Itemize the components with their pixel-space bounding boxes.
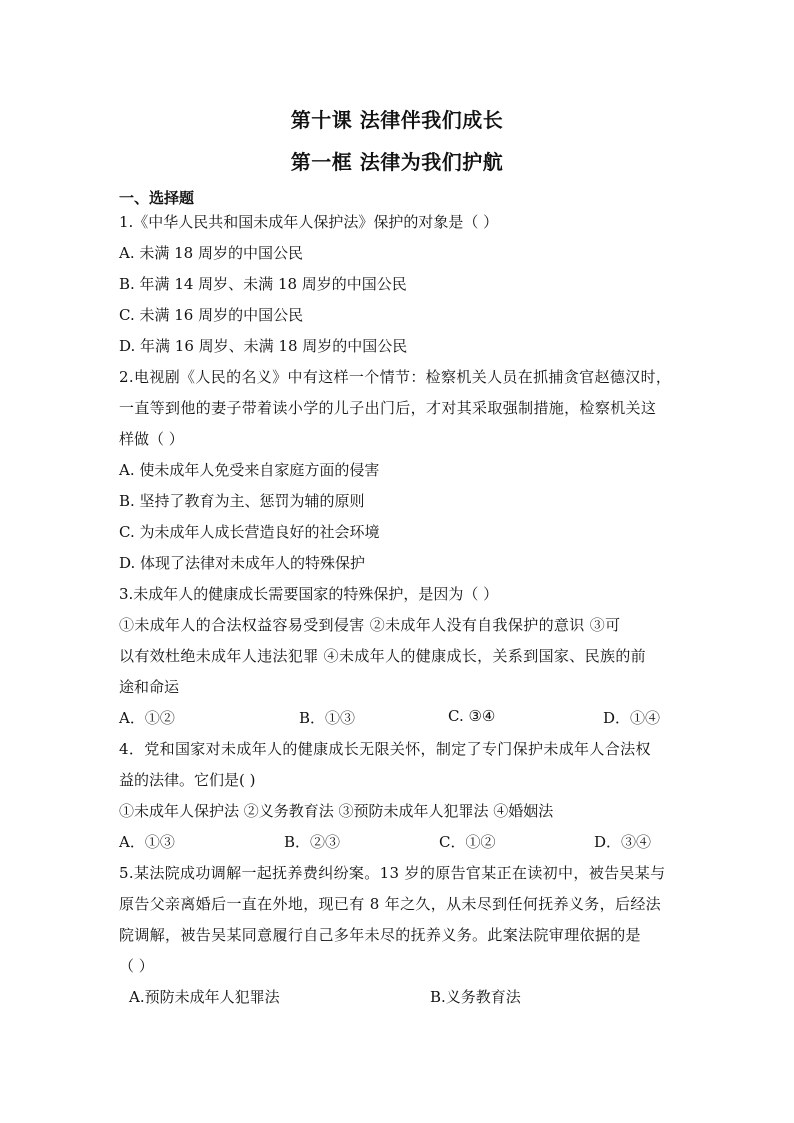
q5-option-b: B.义务教育法 (430, 988, 521, 1006)
question-5-stem-line: 院调解，被告吴某同意履行自己多年未尽的抚养义务。此案法院审理依据的是 (119, 926, 641, 944)
question-4-stem-line: 益的法律。它们是( ) (119, 771, 256, 789)
q1-option-b: B. 年满 14 周岁、未满 18 周岁的中国公民 (119, 275, 407, 293)
question-4-items: ①未成年人保护法 ②义务教育法 ③预防未成年人犯罪法 ④婚姻法 (119, 802, 554, 820)
question-5-stem-line: 5.某法院成功调解一起抚养费纠纷案。13 岁的原告官某正在读初中，被告吴某与 (119, 864, 666, 882)
question-1-stem: 1.《中华人民共和国未成年人保护法》保护的对象是（ ） (119, 213, 499, 231)
q2-option-a: A. 使未成年人免受来自家庭方面的侵害 (119, 461, 380, 479)
section-subtitle: 第一框 法律为我们护航 (290, 150, 504, 174)
q4-option-a: A．①③ (119, 833, 175, 851)
question-3-items-line: ①未成年人的合法权益容易受到侵害 ②未成年人没有自我保护的意识 ③可 (119, 616, 621, 634)
q4-option-b: B．②③ (284, 833, 341, 851)
question-2-stem-line: 2.电视剧《人民的名义》中有这样一个情节：检察机关人员在抓捕贪官赵德汉时， (119, 368, 672, 386)
question-2-stem-line: 样做（ ） (119, 430, 184, 448)
q3-option-d: D．①④ (603, 709, 661, 727)
question-3-items-line: 以有效杜绝未成年人违法犯罪 ④未成年人的健康成长，关系到国家、民族的前 (119, 647, 647, 665)
q4-option-d: D．③④ (594, 833, 652, 851)
q4-option-c: C．①② (439, 833, 496, 851)
q2-option-b: B. 坚持了教育为主、惩罚为辅的原则 (119, 492, 365, 510)
lesson-title: 第十课 法律伴我们成长 (290, 108, 504, 132)
q3-option-a: A．①② (119, 709, 175, 727)
question-5-stem-line: 原告父亲离婚后一直在外地，现已有 8 年之久，从未尽到任何抚养义务，后经法 (119, 895, 662, 913)
question-5-stem-line: （ ） (119, 957, 154, 975)
q5-option-a: A.预防未成年人犯罪法 (129, 988, 280, 1006)
q2-option-d: D. 体现了法律对未成年人的特殊保护 (119, 554, 366, 572)
question-3-stem: 3.未成年人的健康成长需要国家的特殊保护，是因为（ ） (119, 585, 499, 603)
q1-option-c: C. 未满 16 周岁的中国公民 (119, 306, 304, 324)
q3-option-b: B．①③ (299, 709, 356, 727)
q2-option-c: C. 为未成年人成长营造良好的社会环境 (119, 523, 380, 541)
question-3-items-line: 途和命运 (119, 678, 180, 696)
q1-option-d: D. 年满 16 周岁、未满 18 周岁的中国公民 (119, 337, 408, 355)
q3-option-c: C. ③④ (448, 707, 496, 725)
section-heading: 一、选择题 (119, 189, 195, 207)
question-2-stem-line: 一直等到他的妻子带着读小学的儿子出门后，才对其采取强制措施，检察机关这 (119, 399, 657, 417)
q1-option-a: A. 未满 18 周岁的中国公民 (119, 244, 303, 262)
question-4-stem-line: 4．党和国家对未成年人的健康成长无限关怀，制定了专门保护未成年人合法权 (119, 740, 651, 758)
